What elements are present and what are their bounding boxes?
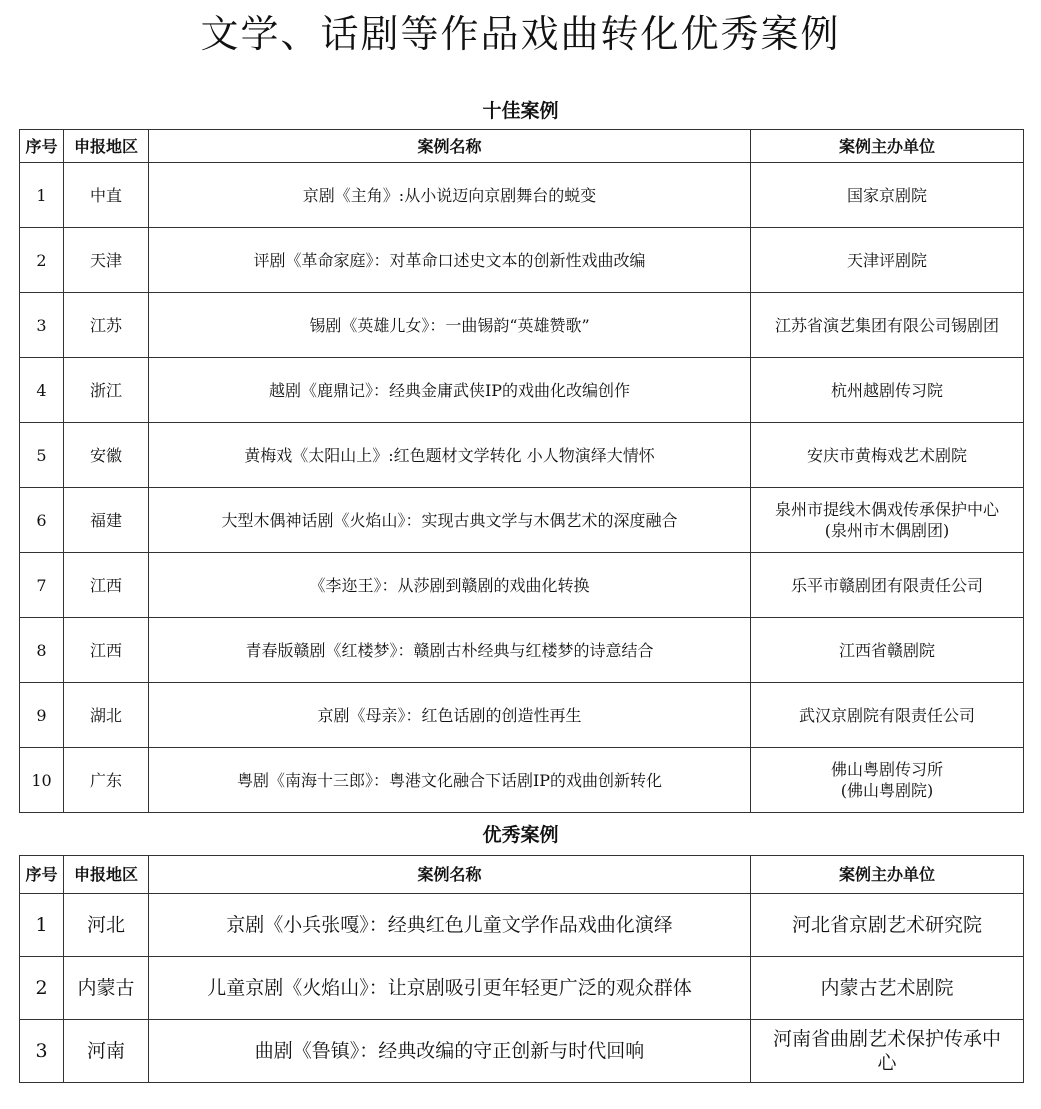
cell-region: 河北 (64, 894, 149, 957)
table-row (20, 423, 1024, 488)
table-row (20, 1020, 1024, 1083)
table-row (20, 683, 1024, 748)
header-case-name: 案例名称 (149, 856, 751, 894)
cell-organizer: 乐平市赣剧团有限责任公司 (751, 553, 1024, 618)
cell-case-name: 黄梅戏《太阳山上》:红色题材文学转化 小人物演绎大情怀 (149, 423, 751, 488)
table-row (20, 894, 1024, 957)
header-index: 序号 (20, 130, 64, 163)
cell-index: 7 (20, 553, 64, 618)
cell-index: 10 (20, 748, 64, 813)
table-row (20, 488, 1024, 553)
cell-organizer: 杭州越剧传习院 (751, 358, 1024, 423)
cell-region: 广东 (64, 748, 149, 813)
header-case-name: 案例名称 (149, 130, 751, 163)
cell-case-name: 越剧《鹿鼎记》：经典金庸武侠IP的戏曲化改编创作 (149, 358, 751, 423)
cell-region: 湖北 (64, 683, 149, 748)
cell-index: 2 (20, 228, 64, 293)
cell-index: 5 (20, 423, 64, 488)
cell-organizer: 河北省京剧艺术研究院 (751, 894, 1024, 957)
cell-index: 1 (20, 163, 64, 228)
cell-organizer: 泉州市提线木偶戏传承保护中心 (泉州市木偶剧团) (751, 488, 1024, 553)
cell-case-name: 京剧《母亲》：红色话剧的创造性再生 (149, 683, 751, 748)
cell-region: 江西 (64, 618, 149, 683)
table-row (20, 358, 1024, 423)
cell-region: 安徽 (64, 423, 149, 488)
table-row (20, 618, 1024, 683)
cell-index: 9 (20, 683, 64, 748)
cell-index: 8 (20, 618, 64, 683)
header-region: 申报地区 (64, 130, 149, 163)
cell-case-name: 锡剧《英雄儿女》：一曲锡韵“英雄赞歌” (149, 293, 751, 358)
table-row (20, 293, 1024, 358)
header-index: 序号 (20, 856, 64, 894)
excellent-table (19, 855, 1024, 1083)
header-organizer: 案例主办单位 (751, 856, 1024, 894)
top-ten-table (19, 129, 1024, 813)
table-row (20, 163, 1024, 228)
cell-case-name: 儿童京剧《火焰山》：让京剧吸引更年轻更广泛的观众群体 (149, 957, 751, 1020)
table-row (20, 553, 1024, 618)
cell-case-name: 青春版赣剧《红楼梦》：赣剧古朴经典与红楼梦的诗意结合 (149, 618, 751, 683)
cell-region: 浙江 (64, 358, 149, 423)
cell-case-name: 评剧《革命家庭》：对革命口述史文本的创新性戏曲改编 (149, 228, 751, 293)
cell-case-name: 大型木偶神话剧《火焰山》：实现古典文学与木偶艺术的深度融合 (149, 488, 751, 553)
cell-case-name: 《李迩王》：从莎剧到赣剧的戏曲化转换 (149, 553, 751, 618)
cell-index: 4 (20, 358, 64, 423)
cell-index: 6 (20, 488, 64, 553)
document-title: 文学、话剧等作品戏曲转化优秀案例 (200, 12, 841, 56)
cell-region: 福建 (64, 488, 149, 553)
cell-organizer: 安庆市黄梅戏艺术剧院 (751, 423, 1024, 488)
table-row (20, 228, 1024, 293)
table-header-row (20, 130, 1024, 163)
table-row (20, 957, 1024, 1020)
cell-case-name: 粤剧《南海十三郎》：粤港文化融合下话剧IP的戏曲创新转化 (149, 748, 751, 813)
cell-region: 中直 (64, 163, 149, 228)
cell-organizer: 天津评剧院 (751, 228, 1024, 293)
header-region: 申报地区 (64, 856, 149, 894)
cell-region: 江西 (64, 553, 149, 618)
table-header-row (20, 856, 1024, 894)
cell-organizer: 武汉京剧院有限责任公司 (751, 683, 1024, 748)
cell-case-name: 曲剧《鲁镇》：经典改编的守正创新与时代回响 (149, 1020, 751, 1083)
cell-organizer: 江苏省演艺集团有限公司锡剧团 (751, 293, 1024, 358)
section-title-top-ten: 十佳案例 (482, 100, 559, 122)
cell-index: 2 (20, 957, 64, 1020)
section-title-excellent: 优秀案例 (482, 824, 559, 846)
cell-region: 江苏 (64, 293, 149, 358)
cell-case-name: 京剧《主角》:从小说迈向京剧舞台的蜕变 (149, 163, 751, 228)
cell-organizer: 河南省曲剧艺术保护传承中 心 (751, 1020, 1024, 1083)
cell-index: 3 (20, 1020, 64, 1083)
table-row (20, 748, 1024, 813)
cell-index: 3 (20, 293, 64, 358)
cell-region: 河南 (64, 1020, 149, 1083)
cell-organizer: 内蒙古艺术剧院 (751, 957, 1024, 1020)
cell-region: 内蒙古 (64, 957, 149, 1020)
cell-index: 1 (20, 894, 64, 957)
cell-case-name: 京剧《小兵张嘎》：经典红色儿童文学作品戏曲化演绎 (149, 894, 751, 957)
cell-organizer: 佛山粤剧传习所 (佛山粤剧院) (751, 748, 1024, 813)
cell-organizer: 江西省赣剧院 (751, 618, 1024, 683)
header-organizer: 案例主办单位 (751, 130, 1024, 163)
cell-region: 天津 (64, 228, 149, 293)
cell-organizer: 国家京剧院 (751, 163, 1024, 228)
